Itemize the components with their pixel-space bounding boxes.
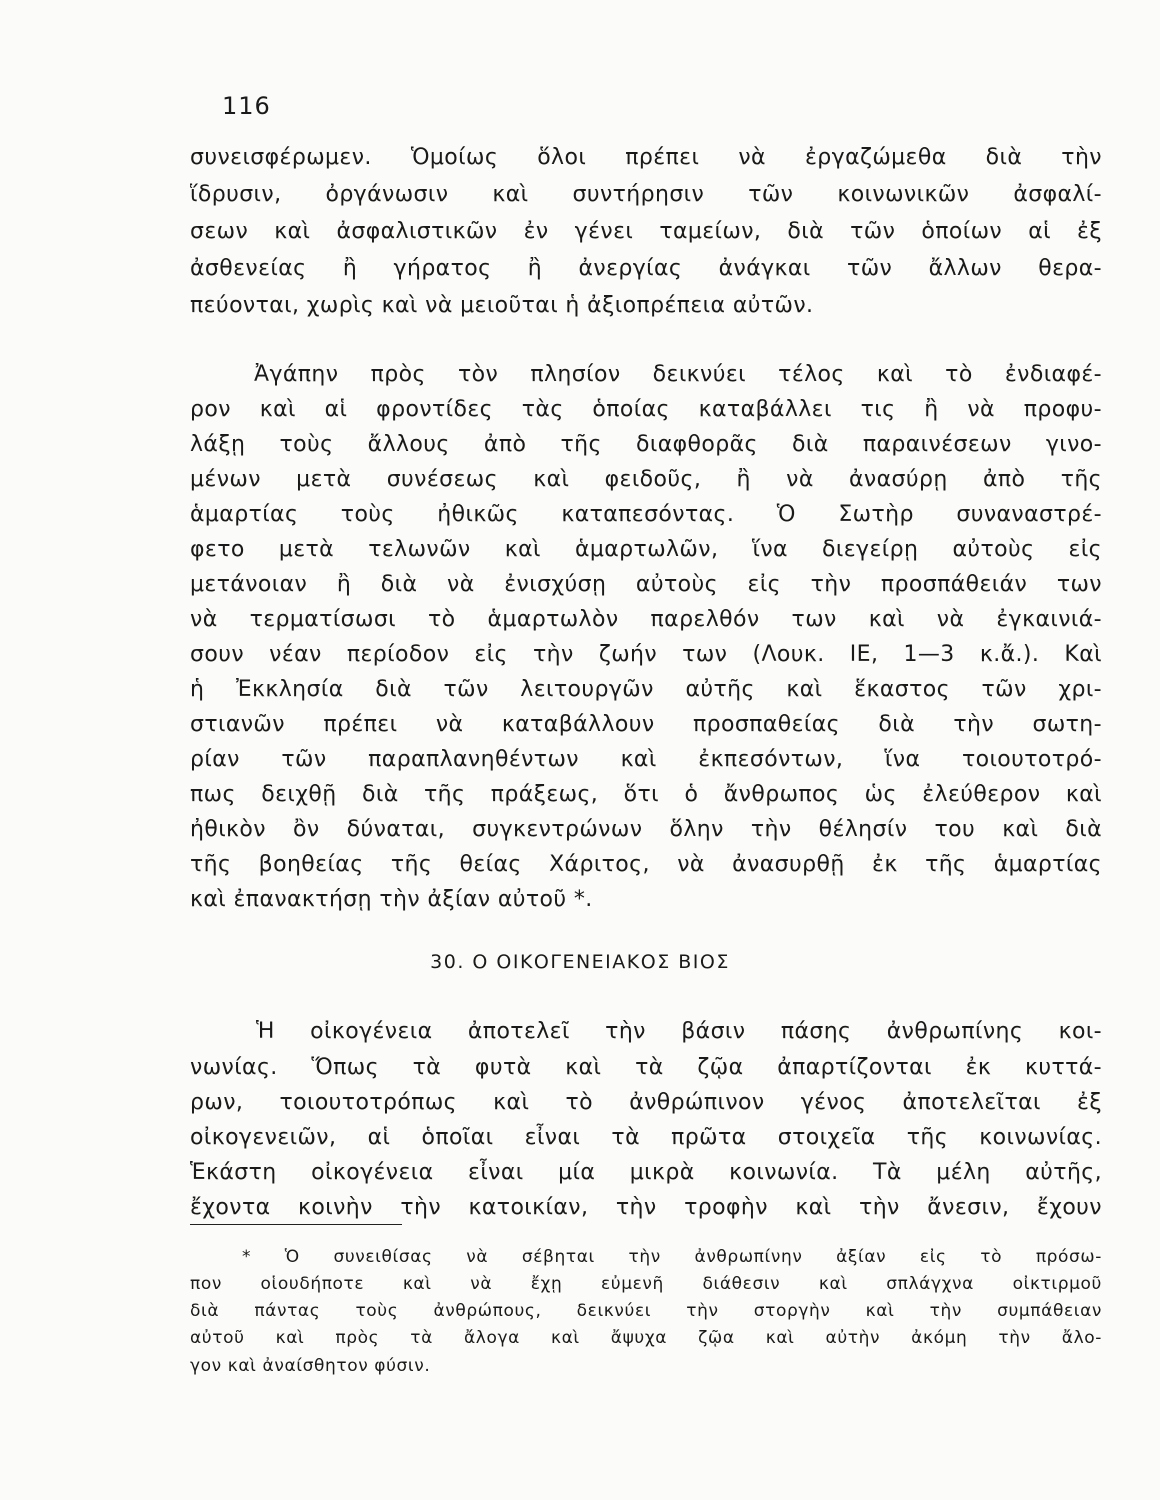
- page-number: 116: [222, 92, 271, 120]
- paragraph-1-line: πεύονται, χωρὶς καὶ νὰ μειοῦται ἡ ἀξιοπρέπεια αὐτῶν.: [190, 293, 814, 318]
- section-paragraph-line: ἔχοντα κοινὴν τὴν κατοικίαν, τὴν τροφὴν καὶ τὴν ἄνεσιν, ἔχουν: [190, 1195, 1102, 1220]
- paragraph-2-line: μένων μετὰ συνέσεως καὶ φειδοῦς, ἢ νὰ ἀνασύρῃ ἀπὸ τῆς: [190, 467, 1102, 492]
- paragraph-2-line: τῆς βοηθείας τῆς θείας Χάριτος, νὰ ἀνασυρθῇ ἐκ τῆς ἁμαρτίας: [190, 852, 1102, 877]
- footnote-line: πον οἱουδήποτε καὶ νὰ ἔχῃ εὐμενῆ διάθεσιν καὶ σπλάγχνα οἰκτιρμοῦ: [190, 1274, 1102, 1294]
- paragraph-2-line: ρίαν τῶν παραπλανηθέντων καὶ ἐκπεσόντων, ἵνα τοιουτοτρό-: [190, 747, 1102, 772]
- paragraph-1-line: ἀσθενείας ἢ γήρατος ἢ ἀνεργίας ἀνάγκαι τῶν ἄλλων θερα-: [190, 256, 1102, 281]
- paragraph-1-line: ἵδρυσιν, ὀργάνωσιν καὶ συντήρησιν τῶν κοινωνικῶν ἀσφαλί-: [190, 182, 1102, 207]
- paragraph-2-line: στιανῶν πρέπει νὰ καταβάλλουν προσπαθείας διὰ τὴν σωτη-: [190, 712, 1102, 737]
- paragraph-2-line: ἠθικὸν ὂν δύναται, συγκεντρώνων ὅλην τὴν θέλησίν του καὶ διὰ: [190, 817, 1102, 842]
- section-heading: 30. Ο ΟΙΚΟΓΕΝΕΙΑΚΟΣ ΒΙΟΣ: [430, 951, 730, 973]
- footnote-line: αὐτοῦ καὶ πρὸς τὰ ἄλογα καὶ ἄψυχα ζῷα καὶ αὐτὴν ἀκόμη τὴν ἄλο-: [190, 1328, 1102, 1348]
- paragraph-2-line: καὶ ἐπανακτήσῃ τὴν ἀξίαν αὐτοῦ *.: [190, 887, 593, 912]
- paragraph-1-line: σεων καὶ ἀσφαλιστικῶν ἐν γένει ταμείων, διὰ τῶν ὁποίων αἱ ἐξ: [190, 219, 1102, 244]
- paragraph-2-line: πως δειχθῇ διὰ τῆς πράξεως, ὅτι ὁ ἄνθρωπος ὡς ἐλεύθερον καὶ: [190, 782, 1102, 807]
- section-paragraph-line: οἰκογενειῶν, αἱ ὁποῖαι εἶναι τὰ πρῶτα στοιχεῖα τῆς κοινωνίας.: [190, 1125, 1102, 1150]
- section-paragraph-line: Ἡ οἰκογένεια ἀποτελεῖ τὴν βάσιν πάσης ἀνθρωπίνης κοι-: [256, 1019, 1102, 1044]
- footnote-line: διὰ πάντας τοὺς ἀνθρώπους, δεικνύει τὴν στοργὴν καὶ τὴν συμπάθειαν: [190, 1301, 1102, 1321]
- section-paragraph-line: Ἑκάστη οἰκογένεια εἶναι μία μικρὰ κοινωνία. Τὰ μέλη αὐτῆς,: [190, 1160, 1102, 1185]
- paragraph-2-line: ἁμαρτίας τοὺς ἠθικῶς καταπεσόντας. Ὁ Σωτὴρ συναναστρέ-: [190, 502, 1102, 527]
- footnote-separator: [190, 1224, 402, 1225]
- section-paragraph-line: νωνίας. Ὅπως τὰ φυτὰ καὶ τὰ ζῷα ἀπαρτίζονται ἐκ κυττά-: [190, 1055, 1102, 1080]
- paragraph-2-line: Ἀγάπην πρὸς τὸν πλησίον δεικνύει τέλος καὶ τὸ ἐνδιαφέ-: [254, 362, 1102, 387]
- section-paragraph-line: ρων, τοιουτοτρόπως καὶ τὸ ἀνθρώπινον γένος ἀποτελεῖται ἐξ: [190, 1090, 1102, 1115]
- paragraph-2-line: μετάνοιαν ἢ διὰ νὰ ἐνισχύσῃ αὐτοὺς εἰς τὴν προσπάθειάν των: [190, 572, 1102, 597]
- paragraph-2-line: λάξῃ τοὺς ἄλλους ἀπὸ τῆς διαφθορᾶς διὰ παραινέσεων γινο-: [190, 432, 1102, 457]
- paragraph-1-line: συνεισφέρωμεν. Ὁμοίως ὅλοι πρέπει νὰ ἐργαζώμεθα διὰ τὴν: [190, 145, 1102, 170]
- paragraph-2-line: φετο μετὰ τελωνῶν καὶ ἁμαρτωλῶν, ἵνα διεγείρῃ αὐτοὺς εἰς: [190, 537, 1102, 562]
- footnote-line: γον καὶ ἀναίσθητον φύσιν.: [190, 1356, 431, 1376]
- paragraph-2-line: νὰ τερματίσωσι τὸ ἁμαρτωλὸν παρελθόν των καὶ νὰ ἐγκαινιά-: [190, 607, 1102, 632]
- paragraph-2-line: σουν νέαν περίοδον εἰς τὴν ζωήν των (Λουκ. ΙΕ, 1—3 κ.ἄ.). Καὶ: [190, 642, 1102, 667]
- paragraph-2-line: ἡ Ἐκκλησία διὰ τῶν λειτουργῶν αὐτῆς καὶ ἕκαστος τῶν χρι-: [190, 677, 1102, 702]
- footnote-line: * Ὁ συνειθίσας νὰ σέβηται τὴν ἀνθρωπίνην ἀξίαν εἰς τὸ πρόσω-: [242, 1247, 1102, 1267]
- paragraph-2-line: ρον καὶ αἱ φροντίδες τὰς ὁποίας καταβάλλει τις ἢ νὰ προφυ-: [190, 397, 1102, 422]
